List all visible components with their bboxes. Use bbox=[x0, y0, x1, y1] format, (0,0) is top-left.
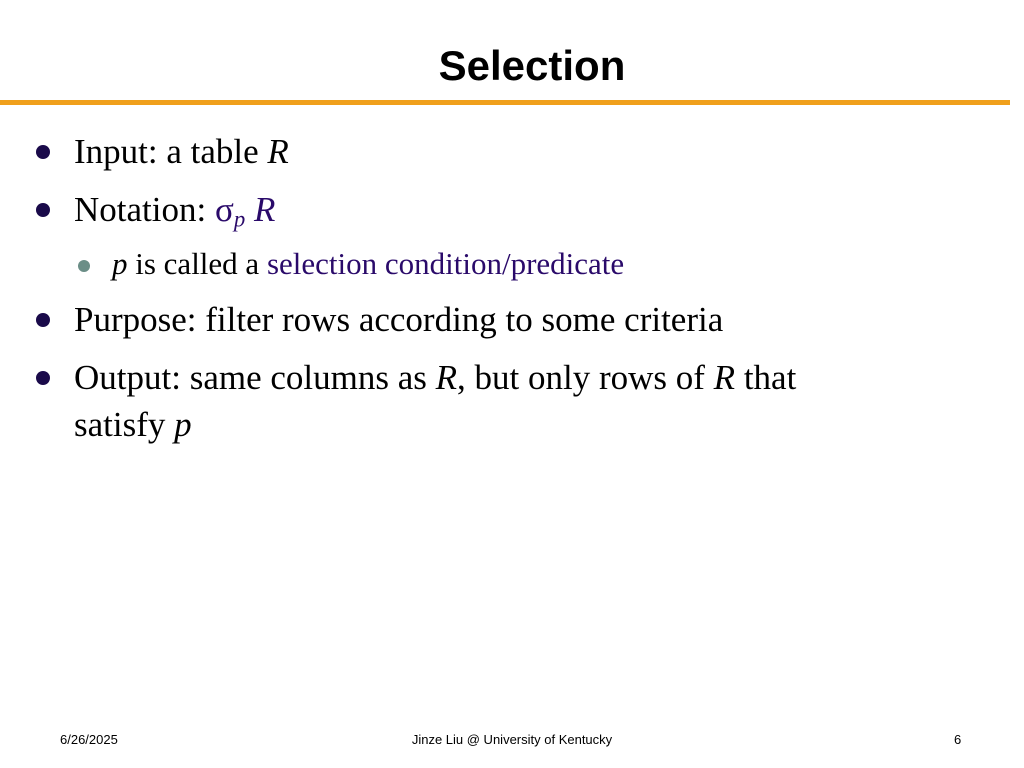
footer-page-number: 6 bbox=[954, 732, 962, 747]
bullet-variable: R bbox=[267, 132, 289, 171]
slide-title: Selection bbox=[438, 42, 626, 89]
footer-date: 6/26/2025 bbox=[60, 732, 118, 747]
bullet-variable: R bbox=[435, 358, 458, 397]
bullet-text: , but only rows of bbox=[457, 358, 714, 397]
bullet-output bbox=[74, 354, 974, 448]
sub-bullet-highlight: selection condition/predicate bbox=[266, 246, 625, 281]
bullet-input bbox=[74, 128, 974, 175]
sigma-subscript: p bbox=[233, 206, 246, 232]
bullet-dot-icon bbox=[36, 145, 50, 159]
bullet-text: Output: same columns as bbox=[74, 358, 436, 397]
sub-bullet-text: is called a bbox=[127, 246, 267, 281]
bullet-variable: p bbox=[174, 405, 192, 444]
bullet-dot-icon bbox=[36, 371, 50, 385]
title-underline bbox=[0, 100, 1010, 105]
sub-bullet-predicate bbox=[112, 244, 624, 284]
footer-author: Jinze Liu @ University of Kentucky bbox=[411, 732, 613, 747]
bullet-text: satisfy bbox=[74, 405, 175, 444]
bullet-variable: R bbox=[253, 190, 276, 229]
bullet-text: Input: a table bbox=[74, 132, 268, 171]
sub-bullet-variable: p bbox=[112, 246, 128, 281]
bullet-notation bbox=[74, 186, 974, 243]
bullet-purpose bbox=[74, 296, 974, 343]
bullet-text: Notation: bbox=[74, 190, 215, 229]
bullet-text: that bbox=[735, 358, 797, 397]
sub-bullet-dot-icon bbox=[78, 260, 90, 272]
bullet-text: Purpose: filter rows according to some criteria bbox=[74, 300, 724, 339]
bullet-dot-icon bbox=[36, 313, 50, 327]
bullet-variable: R bbox=[713, 358, 736, 397]
bullet-dot-icon bbox=[36, 203, 50, 217]
sigma-symbol: σ bbox=[214, 190, 234, 229]
